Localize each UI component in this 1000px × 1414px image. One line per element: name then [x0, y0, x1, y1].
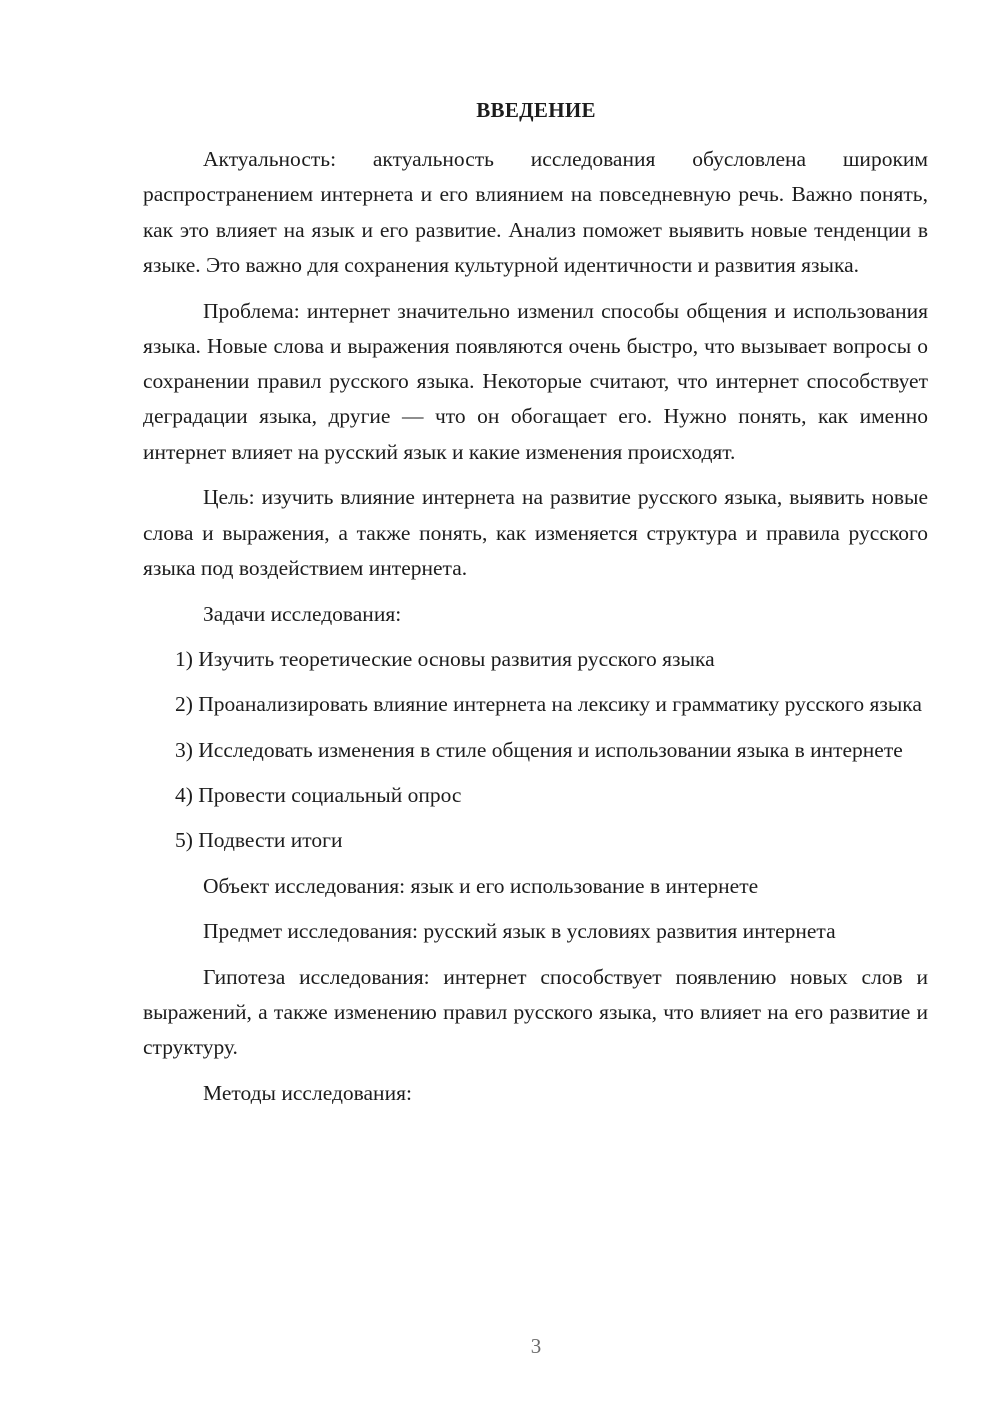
task-item-2: 2) Проанализировать влияние интернета на лексику и грамматику русского языка [175, 692, 922, 717]
task-item-4: 4) Провести социальный опрос [175, 782, 462, 807]
page-number: 3 [530, 1334, 542, 1358]
paragraph-relevance: Актуальность: актуальность исследования обусловлена широким распространением интернета и его влиянием на повседневную речь. Важно понять, как это влияет на язык и его развитие. Анализ поможет выявить новые тенденции в языке. Это важно для сохранения культурной идентичности и развития языка. [143, 147, 928, 277]
task-item-1: 1) Изучить теоретические основы развития русского языка [175, 647, 715, 672]
paragraph-tasks-heading: Задачи исследования: [203, 601, 402, 626]
task-item-3: 3) Исследовать изменения в стиле общения и использовании языка в интернете [175, 737, 903, 762]
paragraph-goal: Цель: изучить влияние интернета на развитие русского языка, выявить новые слова и выражения, а также понять, как изменяется структура и правила русского языка под воздействием интернета. [143, 485, 928, 581]
paragraph-subject: Предмет исследования: русский язык в условиях развития интернета [203, 918, 836, 943]
document-body [143, 142, 928, 1111]
paragraph-object: Объект исследования: язык и его использование в интернете [203, 873, 759, 898]
paragraph-problem: Проблема: интернет значительно изменил способы общения и использования языка. Новые слова и выражения появляются очень быстро, что вызывает вопросы о сохранении правил русского языка. Некоторые считают, что интернет способствует деградации языка, другие — что он обогащает его. Нужно понять, как именно интернет влияет на русский язык и какие изменения происходят. [143, 298, 928, 464]
task-item-5: 5) Подвести итоги [175, 828, 343, 853]
paragraph-methods: Методы исследования: [203, 1080, 412, 1105]
page-title: ВВЕДЕНИЕ [476, 98, 596, 122]
paragraph-hypothesis: Гипотеза исследования: интернет способствует появлению новых слов и выражений, а также изменению правил русского языка, что влияет на его развитие и структуру. [143, 964, 928, 1060]
